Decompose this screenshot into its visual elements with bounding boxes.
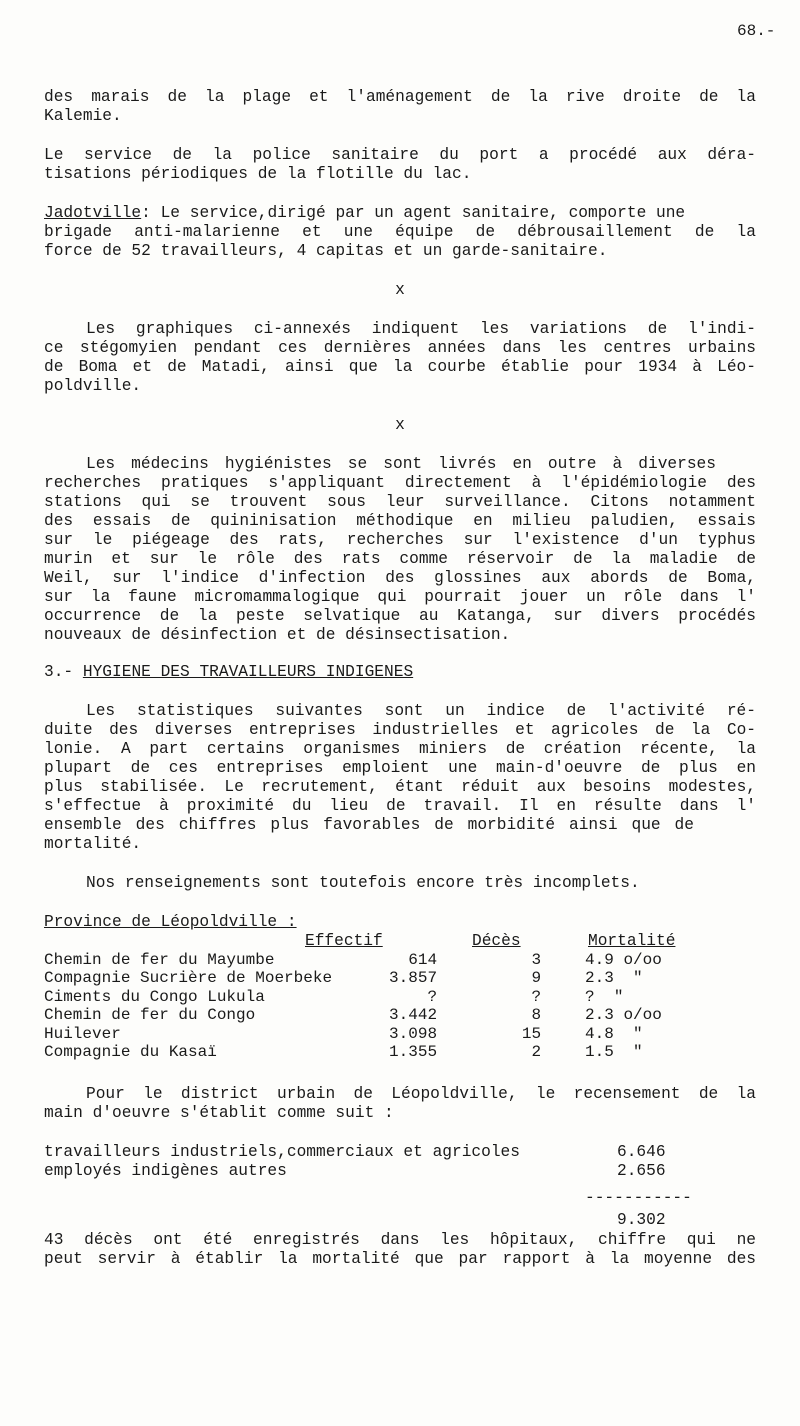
row-deces: 3 [531, 951, 542, 969]
text-line: Le service de la police sanitaire du port a procédé aux déra- [44, 146, 756, 164]
mortality-table [44, 951, 715, 1061]
row-name: Compagnie du Kasaï [44, 1043, 217, 1062]
table-row [44, 1006, 715, 1024]
row-mortalite: 2.3 " [585, 969, 643, 988]
page-number: 68.- [737, 22, 776, 40]
text-line: stations qui se trouvent sous leur surveillance. Citons notamment [44, 493, 756, 511]
row-deces: 15 [521, 1024, 542, 1043]
text-line: duite des diverses entreprises industrielles et agricoles de la Co- [44, 721, 756, 739]
row-name: Compagnie Sucrière de Moerbeke [44, 969, 333, 988]
text-line: Les statistiques suivantes sont un indice de l'activité ré- [86, 702, 756, 720]
text-line: 43 décès ont été enregistrés dans les hôpitaux, chiffre qui ne [44, 1231, 756, 1249]
text-line: Weil, sur l'indice d'infection des glossines aux abords de Boma, [44, 569, 756, 587]
header-effectif: Effectif [305, 932, 383, 950]
row-effectif: 3.857 [389, 969, 438, 988]
summary-label: travailleurs industriels,commerciaux et agricoles [44, 1143, 520, 1161]
section-number: 3.- [44, 663, 74, 681]
text-line: sur le piégeage des rats, recherches sur l'existence d'un typhus [44, 531, 756, 549]
row-effectif: 614 [408, 951, 438, 969]
text-line: recherches pratiques s'appliquant directement à l'épidémiologie des [44, 474, 756, 492]
row-deces: 9 [531, 969, 542, 988]
text-line: nouveaux de désinfection et de désinsectisation. [44, 626, 511, 644]
row-name: Ciments du Congo Lukula [44, 987, 265, 1006]
row-deces: ? [531, 987, 542, 1006]
row-name: Huilever [44, 1024, 121, 1043]
text-line: Les graphiques ci-annexés indiquent les variations de l'indi- [86, 320, 756, 338]
table-row [44, 969, 715, 987]
row-mortalite: 4.9 o/oo [585, 951, 662, 969]
header-deces: Décès [472, 932, 521, 950]
jadotville-label: Jadotville [44, 204, 142, 222]
text-line: Nos renseignements sont toutefois encore très incomplets. [86, 874, 640, 892]
summary-value: 2.656 [617, 1162, 666, 1180]
text-line: de Boma et de Matadi, ainsi que la courbe établie pour 1934 à Léo- [44, 358, 756, 376]
section-heading [44, 663, 413, 682]
text-line: des essais de quininisation méthodique en milieu paludien, essais [44, 512, 756, 530]
text-line: Les médecins hygiénistes se sont livrés en outre à diverses [86, 455, 716, 473]
text-line: occurrence de la peste selvatique au Katanga, sur divers procédés [44, 607, 756, 625]
row-deces: 8 [531, 1006, 542, 1025]
summary-total: 9.302 [617, 1211, 666, 1229]
text-line: s'effectue à proximité du lieu de travail. Il en résulte dans l' [44, 797, 756, 815]
text-line: sur la faune micromammalogique qui pourrait jouer un rôle dans l' [44, 588, 756, 606]
row-name: Chemin de fer du Mayumbe [44, 951, 275, 969]
text-line: brigade anti-malarienne et une équipe de débrousaillement de la [44, 223, 756, 241]
row-effectif: 3.442 [389, 1006, 438, 1025]
text-line: tisations périodiques de la flotille du lac. [44, 165, 472, 183]
row-name: Chemin de fer du Congo [44, 1006, 256, 1025]
jadotville-text: : Le service,dirigé par un agent sanitaire, comporte une [141, 204, 686, 222]
jadotville-line [44, 204, 756, 223]
summary-rule: ----------- [585, 1189, 692, 1207]
row-effectif: 1.355 [389, 1043, 438, 1062]
table-row [44, 1025, 715, 1043]
province-label: Province de Léopoldville : [44, 913, 297, 931]
row-mortalite: 4.8 " [585, 1024, 643, 1043]
text-line: Pour le district urbain de Léopoldville, le recensement de la [86, 1085, 756, 1103]
table-row [44, 1043, 715, 1061]
row-effectif: 3.098 [389, 1024, 438, 1043]
summary-value: 6.646 [617, 1143, 666, 1161]
text-line: poldville. [44, 377, 142, 395]
text-line: main d'oeuvre s'établit comme suit : [44, 1104, 394, 1122]
text-line: plus stabilisée. Le recrutement, étant réduit aux besoins modestes, [44, 778, 756, 796]
text-line: Kalemie. [44, 107, 122, 125]
text-line: mortalité. [44, 835, 142, 853]
separator-mark: x [395, 281, 405, 299]
text-line: plupart de ces entreprises emploient une main-d'oeuvre de plus en [44, 759, 756, 777]
text-line: force de 52 travailleurs, 4 capitas et un garde-sanitaire. [44, 242, 608, 260]
row-mortalite: 1.5 " [585, 1043, 643, 1062]
summary-label: employés indigènes autres [44, 1162, 287, 1180]
section-title: HYGIENE DES TRAVAILLEURS INDIGENES [82, 663, 414, 681]
table-row [44, 951, 715, 969]
row-effectif: ? [427, 987, 438, 1006]
text-line: lonie. A part certains organismes miniers de création récente, la [44, 740, 756, 758]
text-line: ce stégomyien pendant ces dernières années dans les centres urbains [44, 339, 756, 357]
text-line: des marais de la plage et l'aménagement de la rive droite de la [44, 88, 756, 106]
separator-mark: x [395, 416, 405, 434]
text-line: ensemble des chiffres plus favorables de morbidité ainsi que de [44, 816, 694, 834]
text-line: murin et sur le rôle des rats comme réservoir de la maladie de [44, 550, 756, 568]
header-mortalite: Mortalité [588, 932, 676, 950]
table-row [44, 988, 715, 1006]
text-line: peut servir à établir la mortalité que par rapport à la moyenne des [44, 1250, 756, 1268]
row-mortalite: ? " [585, 987, 624, 1006]
row-deces: 2 [531, 1043, 542, 1062]
row-mortalite: 2.3 o/oo [585, 1006, 662, 1025]
